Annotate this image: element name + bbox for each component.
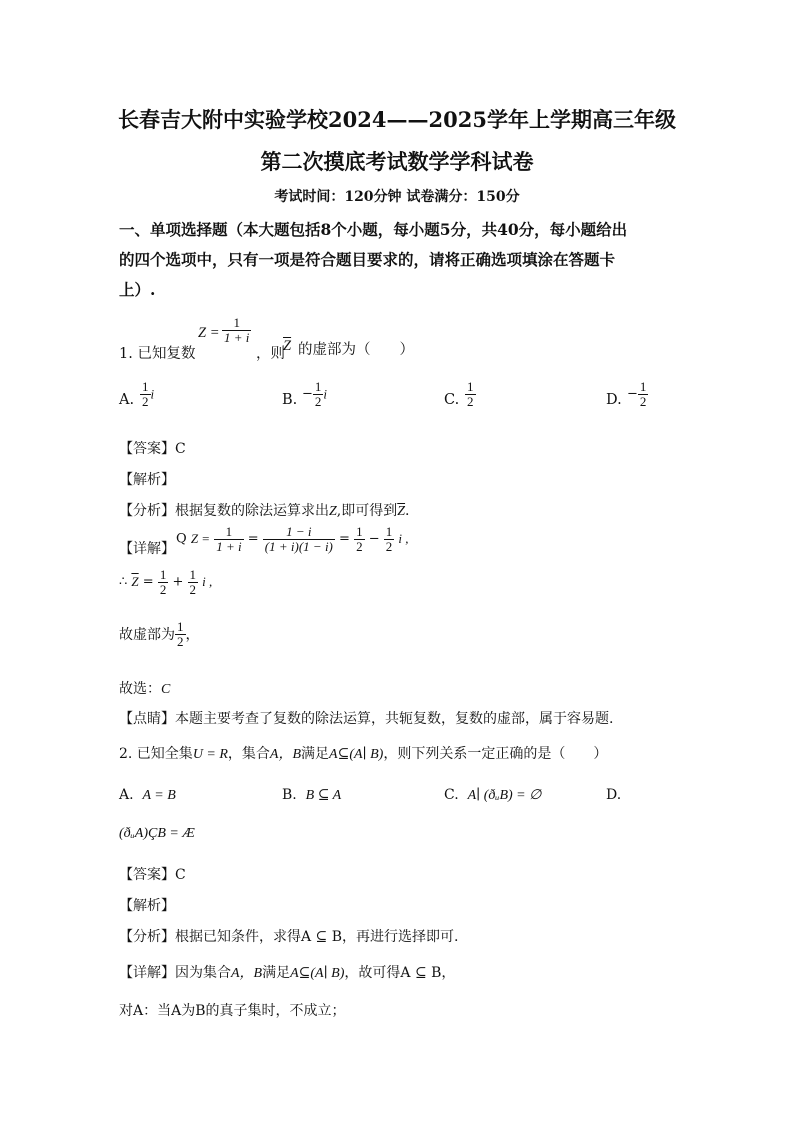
q1-answer-value: C [175, 441, 186, 457]
q1-fenxi-zbar: $\overline{Z}$ [397, 504, 406, 519]
q1-dianjing-line [119, 708, 613, 728]
q1-xubu-line [119, 620, 200, 648]
q2-stem-math1: U = R [192, 747, 228, 762]
section-heading-line1: 一、单项选择题（本大题包括8个小题，每小题5分，共40分，每小题给出 [119, 220, 628, 239]
q2-option-c-math: A∣ (ðᵤB) = ∅ [467, 788, 542, 803]
q1-conj-math [119, 568, 212, 596]
q1-fenxi-tag: 【分析】 [119, 503, 175, 519]
q1-xj-f2-den: (1 + i)(1 − i) [264, 538, 333, 554]
q1-option-b-i: i [323, 386, 328, 402]
q2-xj-math1: A，B [231, 966, 263, 981]
q1-then: ，则 [256, 346, 285, 362]
q2-jiexi-tag: 【解析】 [119, 898, 175, 914]
q1-fenxi-z: Z [329, 504, 337, 519]
q1-xubu-den: 2 [177, 633, 184, 649]
q2-option-a-letter: A. [119, 787, 134, 803]
q1-xiangjie-math [176, 525, 409, 553]
q1-option-c-num: 1 [467, 379, 474, 394]
q1-option-d-letter: D. [606, 392, 622, 408]
q1-frac-den: 1 + i [224, 329, 250, 345]
q1-frac-num: 1 [233, 315, 240, 330]
q2-option-b-letter: B. [282, 787, 297, 803]
q1-choose-line [119, 678, 170, 698]
q2-dui-a: 对A：当A为B的真子集时，不成立； [119, 1003, 346, 1019]
q1-l2-i: i , [202, 574, 213, 590]
q1-option-d-den: 2 [639, 393, 647, 409]
q2-stem-math3: A⊆(A∣ B) [329, 747, 384, 762]
q2-option-c [444, 787, 541, 804]
q1-fenxi-line [119, 500, 410, 520]
q1-option-b-letter: B. [282, 392, 298, 408]
q1-option-b-num: 1 [314, 379, 322, 394]
q1-fraction [222, 316, 251, 344]
q1-zbar: $\overline{Z}$ [283, 338, 292, 354]
q1-xj-i: i , [398, 531, 409, 547]
q1-option-b [302, 380, 327, 408]
q1-xj-z: Z = [190, 531, 211, 547]
q2-option-a-math: A = B [142, 788, 176, 803]
q2-answer-tag: 【答案】 [119, 867, 175, 883]
page-title: 长春吉大附中实验学校2024——2025学年上学期高三年级 [118, 107, 676, 132]
q2-stem-c: 满足 [301, 746, 330, 762]
q2-xj-math2: A⊆(A∣ B) [290, 966, 345, 981]
q1-xj-eq1: = [247, 531, 259, 547]
q1-l2-eq: = [142, 574, 154, 590]
q2-stem-math2: A，B [269, 747, 302, 762]
q1-option-c [465, 380, 476, 408]
q1-xj-f3-den: 2 [356, 538, 363, 554]
q1-l2-f2-den: 2 [189, 581, 197, 597]
section-heading-line2: 的四个选项中，只有一项是符合题目要求的，请将正确选项填涂在答题卡 [119, 250, 616, 269]
q1-l2-zbar: $\overline{Z}$ [131, 574, 139, 590]
page-subtitle: 第二次摸底考试数学学科试卷 [260, 149, 534, 174]
q1-xubu-comma: ， [185, 627, 200, 644]
q1-l2-plus: + [172, 574, 184, 590]
q1-choose-text: 故选： [119, 681, 161, 697]
q1-xj-f3-num: 1 [356, 524, 363, 539]
q1-option-d-num: 1 [639, 379, 647, 394]
q2-answer-value: C [175, 867, 186, 883]
section-heading-line3: 上）. [119, 280, 156, 299]
q2-fenxi-text: 根据已知条件，求得A ⊆ B，再进行选择即可. [175, 929, 459, 945]
q1-option-d-sign: − [627, 386, 638, 402]
q1-option-c-den: 2 [467, 393, 474, 409]
q2-option-b-math: B ⊆ A [305, 788, 342, 803]
q2-stem-a: 2. 已知全集 [119, 746, 193, 762]
q1-xubu-text: 故虚部为 [119, 627, 175, 644]
q1-xj-f4-den: 2 [385, 538, 393, 554]
q1-xj-f2-num: 1 − i [286, 524, 312, 539]
q1-fenxi-end: . [405, 503, 410, 519]
q1-l2-f1-num: 1 [159, 567, 167, 582]
q1-option-b-sign: − [302, 386, 313, 402]
q1-option-d [627, 380, 648, 408]
q2-option-d-math: (ðᵤA)ÇB = Æ [119, 826, 195, 841]
q2-fenxi-tag: 【分析】 [119, 929, 175, 945]
q2-option-d-letter: D. [606, 787, 622, 803]
q1-xj-minus: − [368, 531, 380, 547]
exam-info: 考试时间：120分钟 试卷满分：150分 [274, 189, 520, 205]
q1-therefore: ∴ [119, 574, 128, 590]
q2-xiangjie-line [119, 962, 455, 982]
q1-option-a [140, 380, 154, 408]
q1-fenxi-text-a: 根据复数的除法运算求出 [175, 503, 329, 519]
q1-xj-q: Q [176, 531, 187, 547]
q1-xj-f1-den: 1 + i [216, 538, 242, 554]
q1-fenxi-text-b: ,即可得到 [336, 503, 398, 519]
q2-xj-a: 因为集合 [175, 965, 231, 981]
q2-fenxi-line [119, 926, 458, 946]
q1-option-c-letter: C. [444, 392, 460, 408]
q2-xj-c: ，故可得A ⊆ B， [344, 965, 456, 981]
q1-l2-f2-num: 1 [189, 567, 197, 582]
q1-xj-f1-num: 1 [225, 524, 233, 539]
q1-option-a-i: i [150, 386, 155, 402]
q1-xj-f4-num: 1 [385, 524, 393, 539]
q2-stem-d: ，则下列关系一定正确的是（ ） [383, 746, 608, 762]
q1-option-a-num: 1 [142, 379, 149, 394]
q2-stem [119, 743, 607, 763]
q1-stem-tail: 的虚部为（ ） [298, 342, 414, 358]
q1-xubu-num: 1 [177, 619, 184, 634]
q1-dianjing-text: 本题主要考查了复数的除法运算，共轭复数，复数的虚部，属于容易题. [175, 711, 614, 727]
q1-answer-tag: 【答案】 [119, 441, 175, 457]
q1-option-a-letter: A. [119, 392, 135, 408]
q2-answer-line [119, 864, 186, 884]
q1-dianjing-tag: 【点睛】 [119, 711, 175, 727]
q1-xiangjie-tag: 【详解】 [119, 541, 175, 557]
q1-option-b-den: 2 [314, 393, 322, 409]
q1-choose-value: C [161, 682, 171, 697]
q1-l2-f1-den: 2 [159, 581, 167, 597]
q1-stem-prefix: 1. 已知复数 [119, 346, 196, 362]
q1-z-label: Z = [198, 325, 220, 341]
q2-option-a [119, 787, 176, 804]
q2-xiangjie-tag: 【详解】 [119, 965, 175, 981]
q2-option-b [282, 787, 341, 804]
q1-answer-line [119, 438, 186, 458]
q2-stem-b: ，集合 [227, 746, 270, 762]
q1-xj-eq2: = [339, 531, 350, 547]
q1-jiexi-tag: 【解析】 [119, 472, 175, 488]
q1-option-a-den: 2 [142, 393, 149, 409]
q2-option-c-letter: C. [444, 787, 459, 803]
q2-xj-b: 满足 [262, 965, 291, 981]
